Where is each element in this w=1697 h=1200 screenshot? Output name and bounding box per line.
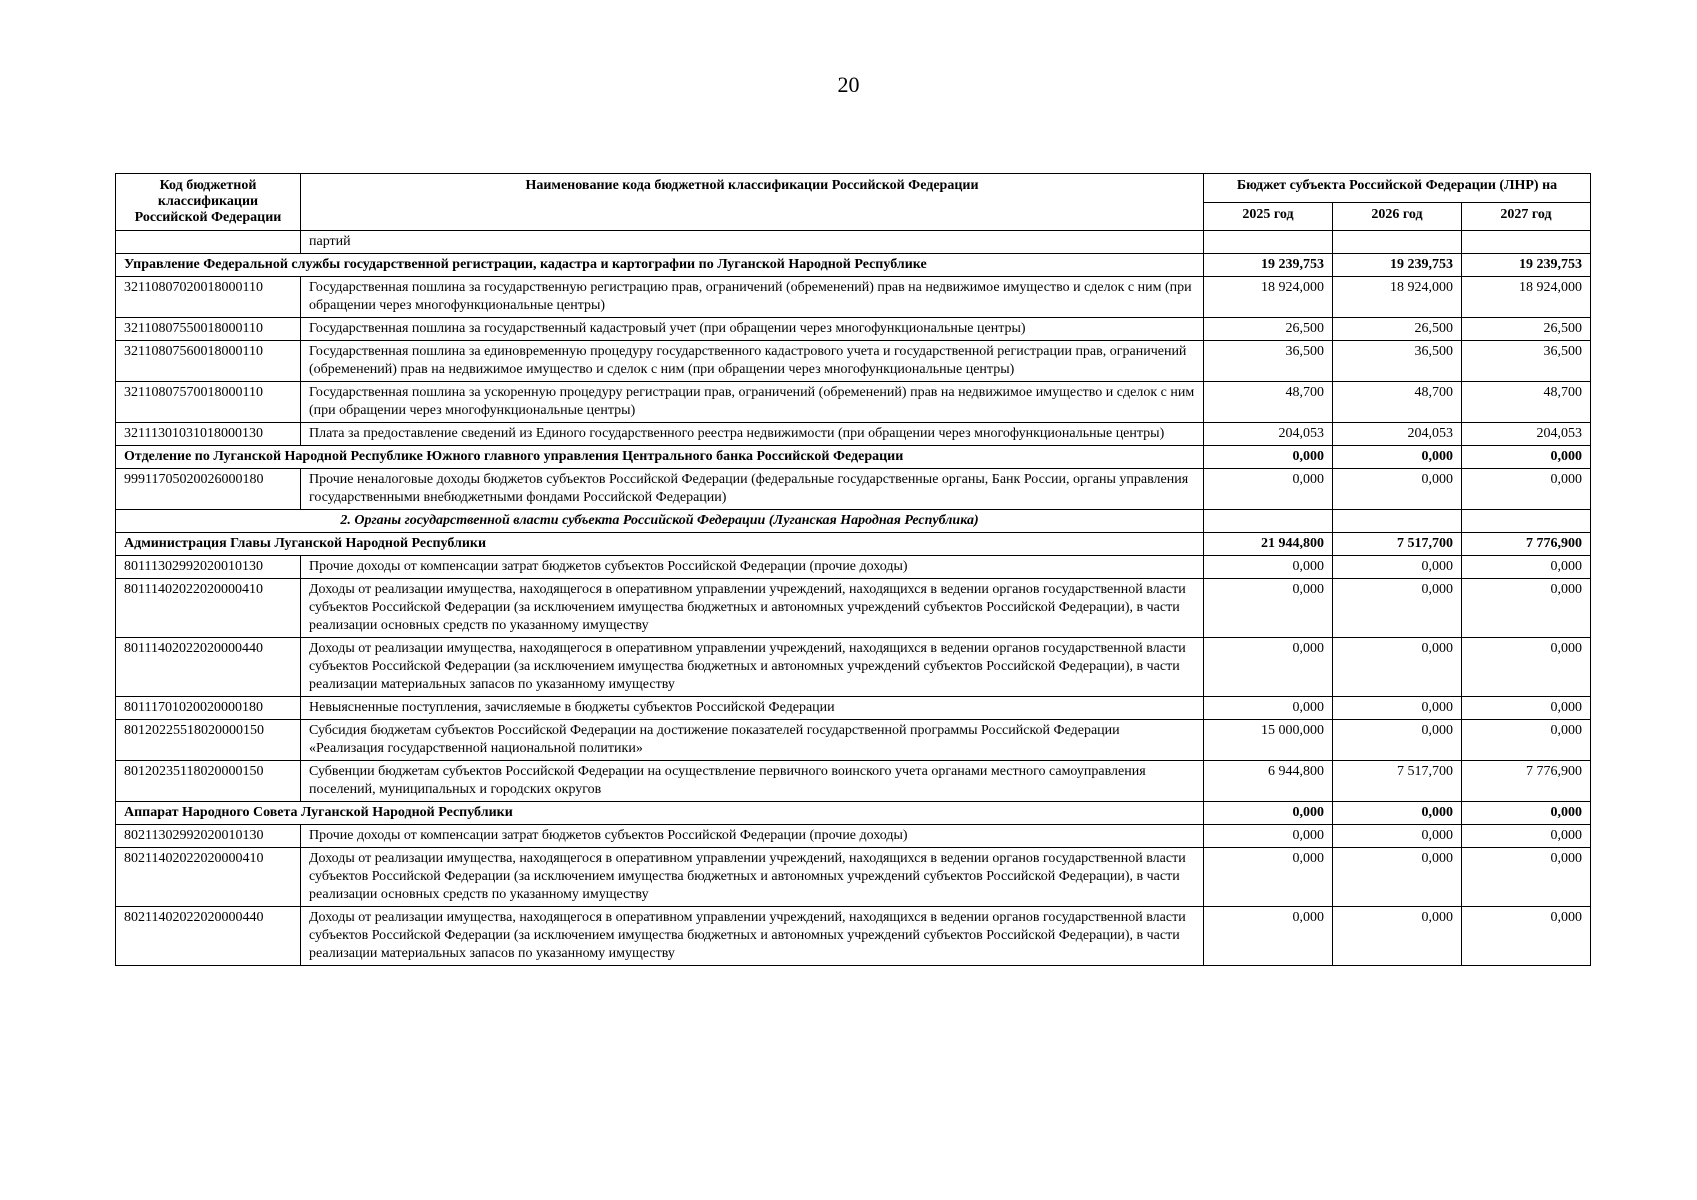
cell-value-2026: 19 239,753 — [1333, 254, 1462, 277]
cell-code: 32110807570018000110 — [116, 382, 301, 423]
cell-name: Прочие доходы от компенсации затрат бюджетов субъектов Российской Федерации (прочие доходы) — [301, 556, 1204, 579]
cell-value-2025: 18 924,000 — [1204, 277, 1333, 318]
cell-name: Доходы от реализации имущества, находящегося в оперативном управлении учреждений, находящихся в ведении органов государственной власти субъектов Российской Федерации (за исключением имущества бюджетных и автономных учреждений субъектов Российской Федерации), в части реализации материальных запасов по указанному имуществу — [301, 638, 1204, 697]
cell-value-2027: 26,500 — [1462, 318, 1591, 341]
cell-value-2026 — [1333, 510, 1462, 533]
header-year-2026: 2026 год — [1333, 202, 1462, 231]
table-body — [116, 231, 1591, 966]
cell-value-2025: 0,000 — [1204, 697, 1333, 720]
header-budget: Бюджет субъекта Российской Федерации (ЛНР) на — [1204, 174, 1591, 203]
cell-code — [116, 231, 301, 254]
cell-value-2025: 48,700 — [1204, 382, 1333, 423]
page-number: 20 — [837, 72, 860, 97]
cell-value-2027: 204,053 — [1462, 423, 1591, 446]
cell-value-2025: 36,500 — [1204, 341, 1333, 382]
cell-value-2026: 0,000 — [1333, 720, 1462, 761]
cell-value-2027: 19 239,753 — [1462, 254, 1591, 277]
cell-value-2025: 15 000,000 — [1204, 720, 1333, 761]
cell-value-2025: 21 944,800 — [1204, 533, 1333, 556]
section-row — [116, 802, 1591, 825]
cell-code: 80111402022020000440 — [116, 638, 301, 697]
cell-value-2026: 36,500 — [1333, 341, 1462, 382]
cell-value-2026: 7 517,700 — [1333, 761, 1462, 802]
table-row — [116, 341, 1591, 382]
cell-value-2026: 0,000 — [1333, 848, 1462, 907]
budget-table — [115, 173, 1591, 966]
cell-value-2025: 19 239,753 — [1204, 254, 1333, 277]
cell-value-2027: 0,000 — [1462, 848, 1591, 907]
table-row — [116, 423, 1591, 446]
cell-name: партий — [301, 231, 1204, 254]
cell-code: 80111302992020010130 — [116, 556, 301, 579]
cell-value-2025: 6 944,800 — [1204, 761, 1333, 802]
cell-value-2025 — [1204, 231, 1333, 254]
section-title: Управление Федеральной службы государственной регистрации, кадастра и картографии по Луганской Народной Республике — [116, 254, 1204, 277]
cell-name: Доходы от реализации имущества, находящегося в оперативном управлении учреждений, находящихся в ведении органов государственной власти субъектов Российской Федерации (за исключением имущества бюджетных и автономных учреждений субъектов Российской Федерации), в части реализации основных средств по указанному имуществу — [301, 579, 1204, 638]
cell-value-2027: 0,000 — [1462, 556, 1591, 579]
cell-name: Доходы от реализации имущества, находящегося в оперативном управлении учреждений, находящихся в ведении органов государственной власти субъектов Российской Федерации (за исключением имущества бюджетных и автономных учреждений субъектов Российской Федерации), в части реализации основных средств по указанному имуществу — [301, 848, 1204, 907]
cell-code: 80211302992020010130 — [116, 825, 301, 848]
cell-value-2027: 0,000 — [1462, 907, 1591, 966]
cell-name: Государственная пошлина за государственный кадастровый учет (при обращении через многофункциональные центры) — [301, 318, 1204, 341]
cell-value-2026: 48,700 — [1333, 382, 1462, 423]
cell-code: 99911705020026000180 — [116, 469, 301, 510]
section-row — [116, 533, 1591, 556]
cell-name: Государственная пошлина за государственную регистрацию прав, ограничений (обременений) прав на недвижимое имущество и сделок с ним (при обращении через многофункциональные центры) — [301, 277, 1204, 318]
table-row — [116, 469, 1591, 510]
cell-value-2026: 18 924,000 — [1333, 277, 1462, 318]
table-row — [116, 720, 1591, 761]
cell-value-2025: 0,000 — [1204, 802, 1333, 825]
table-row — [116, 318, 1591, 341]
cell-name: Невыясненные поступления, зачисляемые в бюджеты субъектов Российской Федерации — [301, 697, 1204, 720]
table-row — [116, 556, 1591, 579]
cell-value-2026: 0,000 — [1333, 556, 1462, 579]
cell-value-2027: 0,000 — [1462, 446, 1591, 469]
cell-value-2027: 0,000 — [1462, 802, 1591, 825]
cell-code: 80111402022020000410 — [116, 579, 301, 638]
cell-value-2027 — [1462, 231, 1591, 254]
cell-value-2027: 7 776,900 — [1462, 533, 1591, 556]
cell-value-2026: 0,000 — [1333, 638, 1462, 697]
cell-value-2025: 0,000 — [1204, 469, 1333, 510]
cell-code: 80211402022020000410 — [116, 848, 301, 907]
cell-code: 80111701020020000180 — [116, 697, 301, 720]
cell-value-2027: 7 776,900 — [1462, 761, 1591, 802]
cell-value-2027: 0,000 — [1462, 825, 1591, 848]
table-row — [116, 761, 1591, 802]
section-row — [116, 446, 1591, 469]
cell-value-2027 — [1462, 510, 1591, 533]
cell-code: 80120225518020000150 — [116, 720, 301, 761]
table-row — [116, 848, 1591, 907]
table-row — [116, 579, 1591, 638]
cell-value-2027: 0,000 — [1462, 579, 1591, 638]
cell-value-2026: 204,053 — [1333, 423, 1462, 446]
cell-value-2027: 0,000 — [1462, 638, 1591, 697]
cell-value-2026: 0,000 — [1333, 469, 1462, 510]
cell-value-2027: 0,000 — [1462, 469, 1591, 510]
group-row — [116, 510, 1591, 533]
cell-value-2025: 0,000 — [1204, 446, 1333, 469]
cell-code: 32110807550018000110 — [116, 318, 301, 341]
table-row — [116, 697, 1591, 720]
cell-name: Прочие доходы от компенсации затрат бюджетов субъектов Российской Федерации (прочие доходы) — [301, 825, 1204, 848]
cell-value-2026: 0,000 — [1333, 446, 1462, 469]
cell-value-2025: 204,053 — [1204, 423, 1333, 446]
table-row — [116, 231, 1591, 254]
cell-name: Государственная пошлина за единовременную процедуру государственного кадастрового учета и государственной регистрации прав, ограничений (обременений) прав на недвижимое имущество и сделок с ним (при обращении через многофункциональные центры) — [301, 341, 1204, 382]
cell-value-2026: 0,000 — [1333, 907, 1462, 966]
cell-value-2026: 0,000 — [1333, 802, 1462, 825]
cell-value-2025: 0,000 — [1204, 848, 1333, 907]
cell-value-2026 — [1333, 231, 1462, 254]
cell-name: Государственная пошлина за ускоренную процедуру регистрации прав, ограничений (обременений) прав на недвижимое имущество и сделок с ним (при обращении через многофункциональные центры) — [301, 382, 1204, 423]
table-header — [116, 174, 1591, 231]
cell-value-2026: 0,000 — [1333, 579, 1462, 638]
cell-value-2025: 0,000 — [1204, 825, 1333, 848]
cell-value-2027: 0,000 — [1462, 697, 1591, 720]
section-row — [116, 254, 1591, 277]
cell-value-2026: 0,000 — [1333, 825, 1462, 848]
table-row — [116, 638, 1591, 697]
header-name: Наименование кода бюджетной классификации Российской Федерации — [301, 174, 1204, 231]
cell-value-2025 — [1204, 510, 1333, 533]
cell-code: 32110807560018000110 — [116, 341, 301, 382]
section-title: Отделение по Луганской Народной Республике Южного главного управления Центрального банка Российской Федерации — [116, 446, 1204, 469]
cell-value-2026: 26,500 — [1333, 318, 1462, 341]
header-year-2025: 2025 год — [1204, 202, 1333, 231]
cell-name: Субсидия бюджетам субъектов Российской Федерации на достижение показателей государственной программы Российской Федерации «Реализация государственной национальной политики» — [301, 720, 1204, 761]
cell-value-2026: 7 517,700 — [1333, 533, 1462, 556]
cell-value-2025: 0,000 — [1204, 638, 1333, 697]
table-row — [116, 907, 1591, 966]
section-title: Аппарат Народного Совета Луганской Народной Республики — [116, 802, 1204, 825]
header-code: Код бюджетной классификации Российской Федерации — [116, 174, 301, 231]
cell-value-2027: 0,000 — [1462, 720, 1591, 761]
cell-code: 32111301031018000130 — [116, 423, 301, 446]
cell-name: Доходы от реализации имущества, находящегося в оперативном управлении учреждений, находящихся в ведении органов государственной власти субъектов Российской Федерации (за исключением имущества бюджетных и автономных учреждений субъектов Российской Федерации), в части реализации материальных запасов по указанному имуществу — [301, 907, 1204, 966]
table-row — [116, 277, 1591, 318]
cell-value-2027: 48,700 — [1462, 382, 1591, 423]
cell-value-2025: 26,500 — [1204, 318, 1333, 341]
header-year-2027: 2027 год — [1462, 202, 1591, 231]
table-row — [116, 825, 1591, 848]
cell-value-2027: 36,500 — [1462, 341, 1591, 382]
cell-code: 80120235118020000150 — [116, 761, 301, 802]
cell-value-2027: 18 924,000 — [1462, 277, 1591, 318]
cell-name: Прочие неналоговые доходы бюджетов субъектов Российской Федерации (федеральные государственные органы, Банк России, органы управления государственными внебюджетными фондами Российской Федерации) — [301, 469, 1204, 510]
cell-code: 80211402022020000440 — [116, 907, 301, 966]
cell-name: Субвенции бюджетам субъектов Российской Федерации на осуществление первичного воинского учета органами местного самоуправления поселений, муниципальных и городских округов — [301, 761, 1204, 802]
table-row — [116, 382, 1591, 423]
cell-code: 32110807020018000110 — [116, 277, 301, 318]
group-title: 2. Органы государственной власти субъекта Российской Федерации (Луганская Народная Республика) — [116, 510, 1204, 533]
cell-value-2025: 0,000 — [1204, 907, 1333, 966]
section-title: Администрация Главы Луганской Народной Республики — [116, 533, 1204, 556]
cell-value-2025: 0,000 — [1204, 556, 1333, 579]
cell-value-2026: 0,000 — [1333, 697, 1462, 720]
cell-name: Плата за предоставление сведений из Единого государственного реестра недвижимости (при обращении через многофункциональные центры) — [301, 423, 1204, 446]
cell-value-2025: 0,000 — [1204, 579, 1333, 638]
